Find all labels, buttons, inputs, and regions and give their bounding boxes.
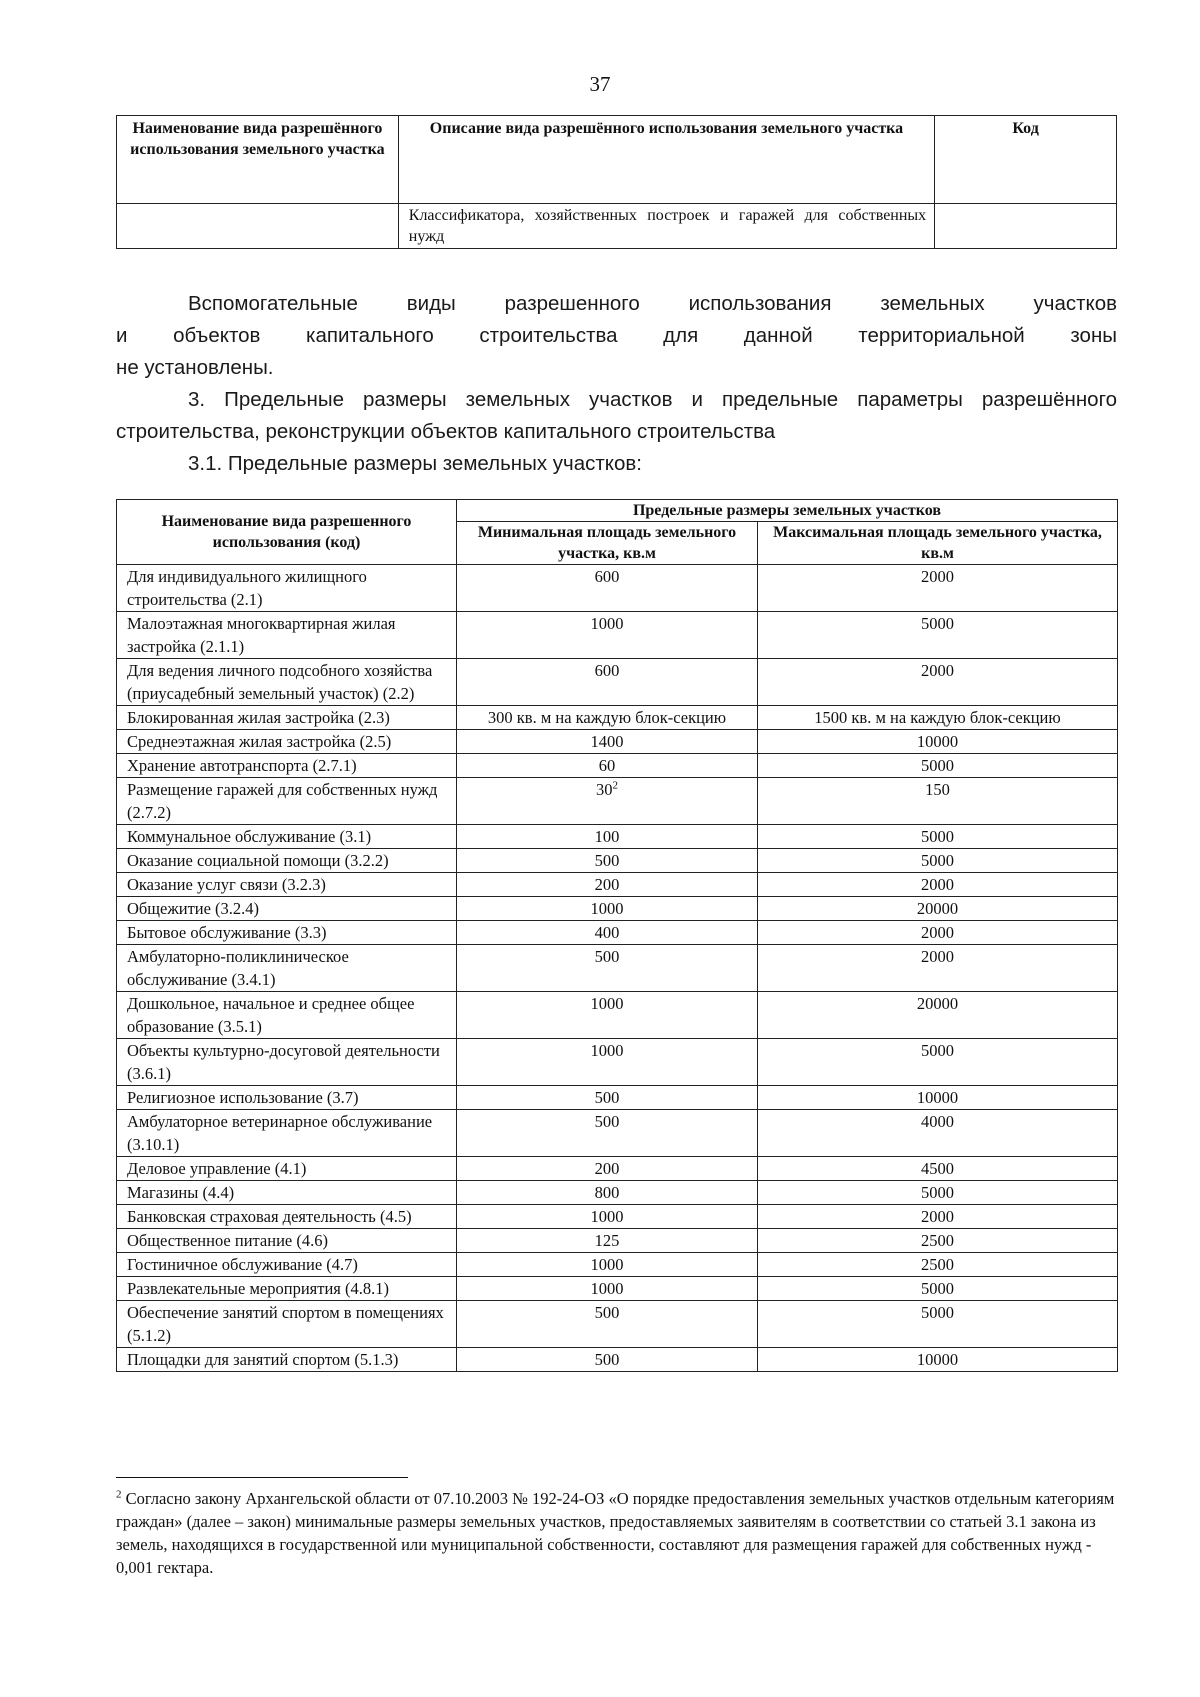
table-row — [117, 873, 1118, 897]
cell-min-area — [457, 1253, 758, 1277]
cell-max-area: 5000 — [758, 1301, 1118, 1348]
cell-max-area: 10000 — [758, 1348, 1118, 1372]
cell-min-value: 30 — [596, 780, 613, 799]
cell-min-area — [457, 1086, 758, 1110]
cell-min-value: 800 — [594, 1183, 620, 1202]
cell-use-name: Амбулаторное ветеринарное обслуживание (3.10.1) — [117, 1110, 457, 1157]
cell-max-area: 1500 кв. м на каждую блок-секцию — [758, 706, 1118, 730]
cell-min-value: 100 — [594, 827, 620, 846]
cell-min-area — [457, 921, 758, 945]
cell-min-area — [457, 873, 758, 897]
table-row — [117, 565, 1118, 612]
cell-use-name: Бытовое обслуживание (3.3) — [117, 921, 457, 945]
table-row — [117, 1157, 1118, 1181]
cell-use-name: Общежитие (3.2.4) — [117, 897, 457, 921]
cell-min-value: 1400 — [590, 732, 624, 751]
table-row — [117, 1253, 1118, 1277]
footnote-reference: 2 — [612, 779, 618, 792]
cell-min-value: 300 кв. м на каждую блок-секцию — [487, 708, 727, 727]
cell-use-name: Магазины (4.4) — [117, 1181, 457, 1205]
table-row — [117, 849, 1118, 873]
cell-max-area: 2000 — [758, 873, 1118, 897]
paragraph-section-3: 3. Предельные размеры земельных участков и предельные параметры разрешённого строительства, реконструкции объектов капитального строительства — [116, 388, 1117, 443]
cell-min-value: 400 — [594, 923, 620, 942]
cell-min-area — [457, 565, 758, 612]
table-row — [117, 1181, 1118, 1205]
cell-min-area — [457, 825, 758, 849]
cell-min-value: 500 — [594, 1350, 620, 1369]
cell-min-value: 500 — [594, 851, 620, 870]
top-header-name: Наименование вида разрешённого использования земельного участка — [117, 116, 399, 204]
cell-max-area: 10000 — [758, 1086, 1118, 1110]
top-cell-code — [935, 204, 1117, 249]
cell-min-area — [457, 1301, 758, 1348]
cell-min-area — [457, 1277, 758, 1301]
cell-use-name: Площадки для занятий спортом (5.1.3) — [117, 1348, 457, 1372]
cell-min-value: 1000 — [590, 614, 624, 633]
top-cell-description: Классификатора, хозяйственных построек и гаражей для собственных нужд — [398, 204, 934, 249]
cell-use-name: Обеспечение занятий спортом в помещениях (5.1.2) — [117, 1301, 457, 1348]
cell-min-value: 200 — [594, 1159, 620, 1178]
paragraph-section-3-1: 3.1. Предельные размеры земельных участков: — [188, 452, 642, 475]
cell-min-area — [457, 1110, 758, 1157]
cell-max-area: 2000 — [758, 659, 1118, 706]
cell-min-area — [457, 1039, 758, 1086]
header-min-area: Минимальная площадь земельного участка, кв.м — [457, 522, 758, 565]
table-row — [117, 1301, 1118, 1348]
cell-min-area — [457, 778, 758, 825]
cell-max-area: 150 — [758, 778, 1118, 825]
cell-max-area: 5000 — [758, 825, 1118, 849]
cell-min-area — [457, 1181, 758, 1205]
cell-min-value: 500 — [594, 1112, 620, 1131]
cell-use-name: Амбулаторно-поликлиническое обслуживание (3.4.1) — [117, 945, 457, 992]
cell-max-area: 5000 — [758, 1181, 1118, 1205]
table-row — [117, 1229, 1118, 1253]
cell-use-name: Малоэтажная многоквартирная жилая застройка (2.1.1) — [117, 612, 457, 659]
main-table-body — [117, 565, 1118, 1372]
footnote-marker: 2 — [116, 1488, 122, 1501]
top-table-header-row — [117, 116, 1117, 204]
footnote-text: Согласно закону Архангельской области от 07.10.2003 № 192-24-ОЗ «О порядке предоставления земельных участков отдельным категориям граждан» (далее – закон) минимальные размеры земельных участков, предоставляемых заявителям в соответствии со статьей 3.1 закона из земель, находящихся в государственной или муниципальной собственности, составляют для размещения гаражей для собственных нужд - 0,001 гектара. — [116, 1489, 1115, 1577]
cell-max-area: 20000 — [758, 992, 1118, 1039]
cell-min-value: 600 — [594, 661, 620, 680]
cell-max-area: 4500 — [758, 1157, 1118, 1181]
cell-use-name: Оказание услуг связи (3.2.3) — [117, 873, 457, 897]
top-cell-name — [117, 204, 399, 249]
cell-use-name: Оказание социальной помощи (3.2.2) — [117, 849, 457, 873]
cell-min-area — [457, 706, 758, 730]
cell-use-name: Блокированная жилая застройка (2.3) — [117, 706, 457, 730]
cell-min-value: 1000 — [590, 1279, 624, 1298]
top-header-description: Описание вида разрешённого использования земельного участка — [398, 116, 934, 204]
table-row — [117, 921, 1118, 945]
cell-use-name: Коммунальное обслуживание (3.1) — [117, 825, 457, 849]
footnote — [116, 1487, 1117, 1579]
cell-min-area — [457, 754, 758, 778]
cell-min-value: 1000 — [590, 899, 624, 918]
footnote-divider — [116, 1477, 408, 1478]
cell-use-name: Хранение автотранспорта (2.7.1) — [117, 754, 457, 778]
table-row — [117, 825, 1118, 849]
table-row — [117, 1277, 1118, 1301]
cell-max-area: 5000 — [758, 754, 1118, 778]
cell-max-area: 2000 — [758, 945, 1118, 992]
cell-min-value: 1000 — [590, 1255, 624, 1274]
cell-use-name: Банковская страховая деятельность (4.5) — [117, 1205, 457, 1229]
table-row — [117, 204, 1117, 249]
top-header-code: Код — [935, 116, 1117, 204]
cell-min-area — [457, 1348, 758, 1372]
cell-min-area — [457, 730, 758, 754]
cell-min-area — [457, 1205, 758, 1229]
cell-min-value: 1000 — [590, 1041, 624, 1060]
cell-min-area — [457, 659, 758, 706]
table-row — [117, 706, 1118, 730]
header-max-area: Максимальная площадь земельного участка, кв.м — [758, 522, 1118, 565]
cell-max-area: 5000 — [758, 1039, 1118, 1086]
cell-max-area: 2000 — [758, 921, 1118, 945]
header-size-group: Предельные размеры земельных участков — [457, 500, 1118, 522]
cell-max-area: 5000 — [758, 612, 1118, 659]
paragraph-line: не установлены. — [116, 356, 274, 379]
table-row — [117, 659, 1118, 706]
cell-max-area: 5000 — [758, 849, 1118, 873]
main-table-header-row — [117, 500, 1118, 522]
cell-use-name: Среднеэтажная жилая застройка (2.5) — [117, 730, 457, 754]
cell-min-value: 500 — [594, 947, 620, 966]
cell-min-area — [457, 1157, 758, 1181]
cell-max-area: 20000 — [758, 897, 1118, 921]
paragraph-line: Вспомогательные виды разрешенного использования земельных участков — [188, 292, 1117, 315]
table-row — [117, 778, 1118, 825]
cell-use-name: Религиозное использование (3.7) — [117, 1086, 457, 1110]
cell-use-name: Для индивидуального жилищного строительства (2.1) — [117, 565, 457, 612]
table-row — [117, 1348, 1118, 1372]
cell-max-area: 2000 — [758, 565, 1118, 612]
cell-max-area: 2500 — [758, 1229, 1118, 1253]
cell-min-area — [457, 1229, 758, 1253]
cell-use-name: Гостиничное обслуживание (4.7) — [117, 1253, 457, 1277]
cell-min-value: 1000 — [590, 994, 624, 1013]
table-row — [117, 1086, 1118, 1110]
cell-min-value: 600 — [594, 567, 620, 586]
top-table — [116, 115, 1117, 249]
cell-use-name: Для ведения личного подсобного хозяйства (приусадебный земельный участок) (2.2) — [117, 659, 457, 706]
cell-min-area — [457, 992, 758, 1039]
cell-min-value: 500 — [594, 1088, 620, 1107]
cell-min-area — [457, 612, 758, 659]
table-row — [117, 945, 1118, 992]
cell-use-name: Дошкольное, начальное и среднее общее образование (3.5.1) — [117, 992, 457, 1039]
cell-max-area: 4000 — [758, 1110, 1118, 1157]
cell-use-name: Общественное питание (4.6) — [117, 1229, 457, 1253]
cell-max-area: 5000 — [758, 1277, 1118, 1301]
table-row — [117, 754, 1118, 778]
table-row — [117, 992, 1118, 1039]
paragraph-line: и объектов капитального строительства для данной территориальной зоны — [116, 324, 1117, 347]
cell-min-value: 125 — [594, 1231, 620, 1250]
cell-max-area: 2500 — [758, 1253, 1118, 1277]
table-row — [117, 730, 1118, 754]
cell-min-value: 1000 — [590, 1207, 624, 1226]
cell-max-area: 2000 — [758, 1205, 1118, 1229]
paragraph-auxiliary-uses — [116, 288, 1117, 384]
cell-use-name: Размещение гаражей для собственных нужд (2.7.2) — [117, 778, 457, 825]
cell-use-name: Деловое управление (4.1) — [117, 1157, 457, 1181]
cell-max-area: 10000 — [758, 730, 1118, 754]
cell-min-area — [457, 945, 758, 992]
table-row — [117, 1205, 1118, 1229]
cell-min-value: 200 — [594, 875, 620, 894]
cell-use-name: Развлекательные мероприятия (4.8.1) — [117, 1277, 457, 1301]
cell-min-value: 60 — [598, 756, 616, 775]
land-plot-size-table — [116, 499, 1118, 1372]
cell-use-name: Объекты культурно-досуговой деятельности (3.6.1) — [117, 1039, 457, 1086]
cell-min-value: 500 — [594, 1303, 620, 1322]
page-number: 37 — [589, 72, 611, 96]
table-row — [117, 1039, 1118, 1086]
table-row — [117, 612, 1118, 659]
cell-min-area — [457, 849, 758, 873]
table-row — [117, 897, 1118, 921]
cell-min-area — [457, 897, 758, 921]
header-use-name: Наименование вида разрешенного использования (код) — [117, 500, 457, 565]
table-row — [117, 1110, 1118, 1157]
